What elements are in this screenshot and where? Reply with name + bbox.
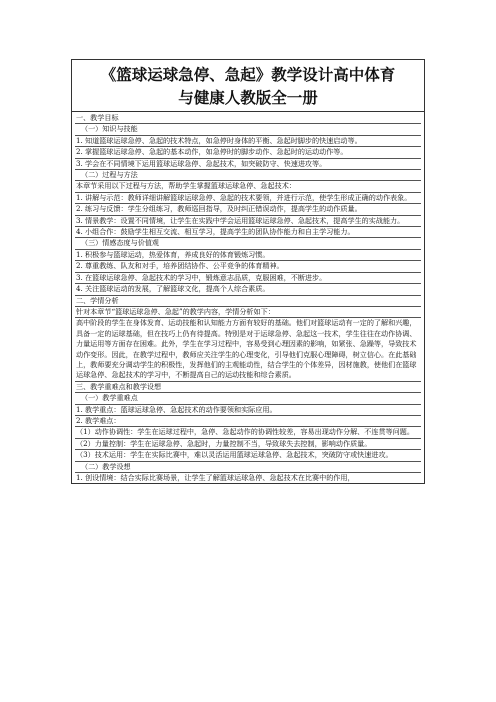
section-heading: 三、教学重难点和教学设想 [75,382,421,393]
list-item: 3. 情景教学：设置不同情境，让学生在实践中学会运用篮球运球急停、急起技术，提高学生的实战能力。 [75,216,421,227]
document-table [71,59,425,484]
subsection-heading: （三）情感态度与价值观 [75,238,421,249]
list-item: （3）技术运用：学生在实际比赛中，难以灵活运用篮球运球急停、急起技术，突破防守或快速进攻。 [75,450,421,461]
list-item: 2. 教学难点： [75,416,421,427]
list-item: 3. 在篮球运球急停、急起技术的学习中，锻炼意志品质，克服困难，不断进步。 [75,273,421,284]
list-item: 2. 掌握篮球运球急停、急起的基本动作，如急停时的脚步动作、急起时的运动动作等。 [75,147,421,158]
section-heading: 二、学情分析 [75,296,421,307]
list-item: （1）动作协调性：学生在运球过程中，急停、急起动作的协调性较差，容易出现动作分解、不连贯等问题。 [75,427,421,438]
list-item: （2）力量控制：学生在运球急停、急起时，力量控制不当，导致球失去控制，影响动作质量。 [75,439,421,450]
subsection-heading: （一）知识与技能 [75,124,421,135]
section-heading: 一、教学目标 [75,113,421,124]
list-item: 1. 创设情境：结合实际比赛场景，让学生了解篮球运球急停、急起技术在比赛中的作用， [76,473,355,482]
list-item: 1. 讲解与示范：教师详细讲解篮球运球急停、急起的技术要领，并进行示范，使学生形成正确的动作表象。 [75,193,421,204]
subsection-heading: （二）过程与方法 [75,170,421,181]
title-cell [72,60,424,112]
subsection-heading: （二）教学设想 [75,462,421,473]
list-item: 3. 学会在不同情境下运用篮球运球急停、急起技术，如突破防守、快速进攻等。 [75,159,421,170]
list-item: 4. 小组合作：鼓励学生相互交流、相互学习，提高学生的团队协作能力和自主学习能力。 [75,227,421,238]
list-item: 1. 教学重点：篮球运球急停、急起技术的动作要领和实际应用。 [75,405,421,416]
list-item: 4. 关注篮球运动的发展，了解篮球文化，提高个人综合素质。 [75,284,421,295]
list-item: 2. 尊重教练、队友和对手，培养团结协作、公平竞争的体育精神。 [75,261,421,272]
document-title-line-1: 《篮球运球急停、急起》教学设计高中体育 [100,65,396,84]
document-title-line-2: 与健康人教版全一册 [178,88,318,107]
paragraph: 本章节采用以下过程与方法，帮助学生掌握篮球运球急停、急起技术： [75,181,421,192]
paragraph: 针对本章节“篮球运球急停、急起”的教学内容，学情分析如下： [75,307,421,318]
list-item: 1. 积极参与篮球运动，热爱体育，养成良好的体育锻炼习惯。 [75,250,421,261]
subsection-heading: （一）教学重难点 [75,393,421,404]
list-item: 2. 练习与反馈：学生分组练习，教师巡回指导，及时纠正错误动作，提高学生的动作质量。 [75,204,421,215]
paragraph: 高中阶段的学生在身体发育、运动技能和认知能力方面有较好的基础。他们对篮球运动有一定的了解和兴趣，具备一定的运球基础，但在技巧上仍有待提高。特别是对于运球急停、急起这一技术，学生往往在动作协调、力量运用等方面存在困难。此外，学生在学习过程中，容易受到心理因素的影响，如紧张、急躁等，导致技术动作变形。因此，在教学过程中，教师应关注学生的心理变化，引导他们克服心理障碍，树立信心。在此基础上，教师要充分调动学生的积极性，发挥他们的主观能动性，结合学生的个体差异，因材施教，使他们在篮球运球急停、急起技术的学习中，不断提高自己的运动技能和综合素质。 [75,318,421,381]
list-item: 1. 知道篮球运球急停、急起的技术特点，如急停时身体的平衡、急起时脚步的快速启动等。 [75,136,421,147]
content-body [72,112,424,483]
